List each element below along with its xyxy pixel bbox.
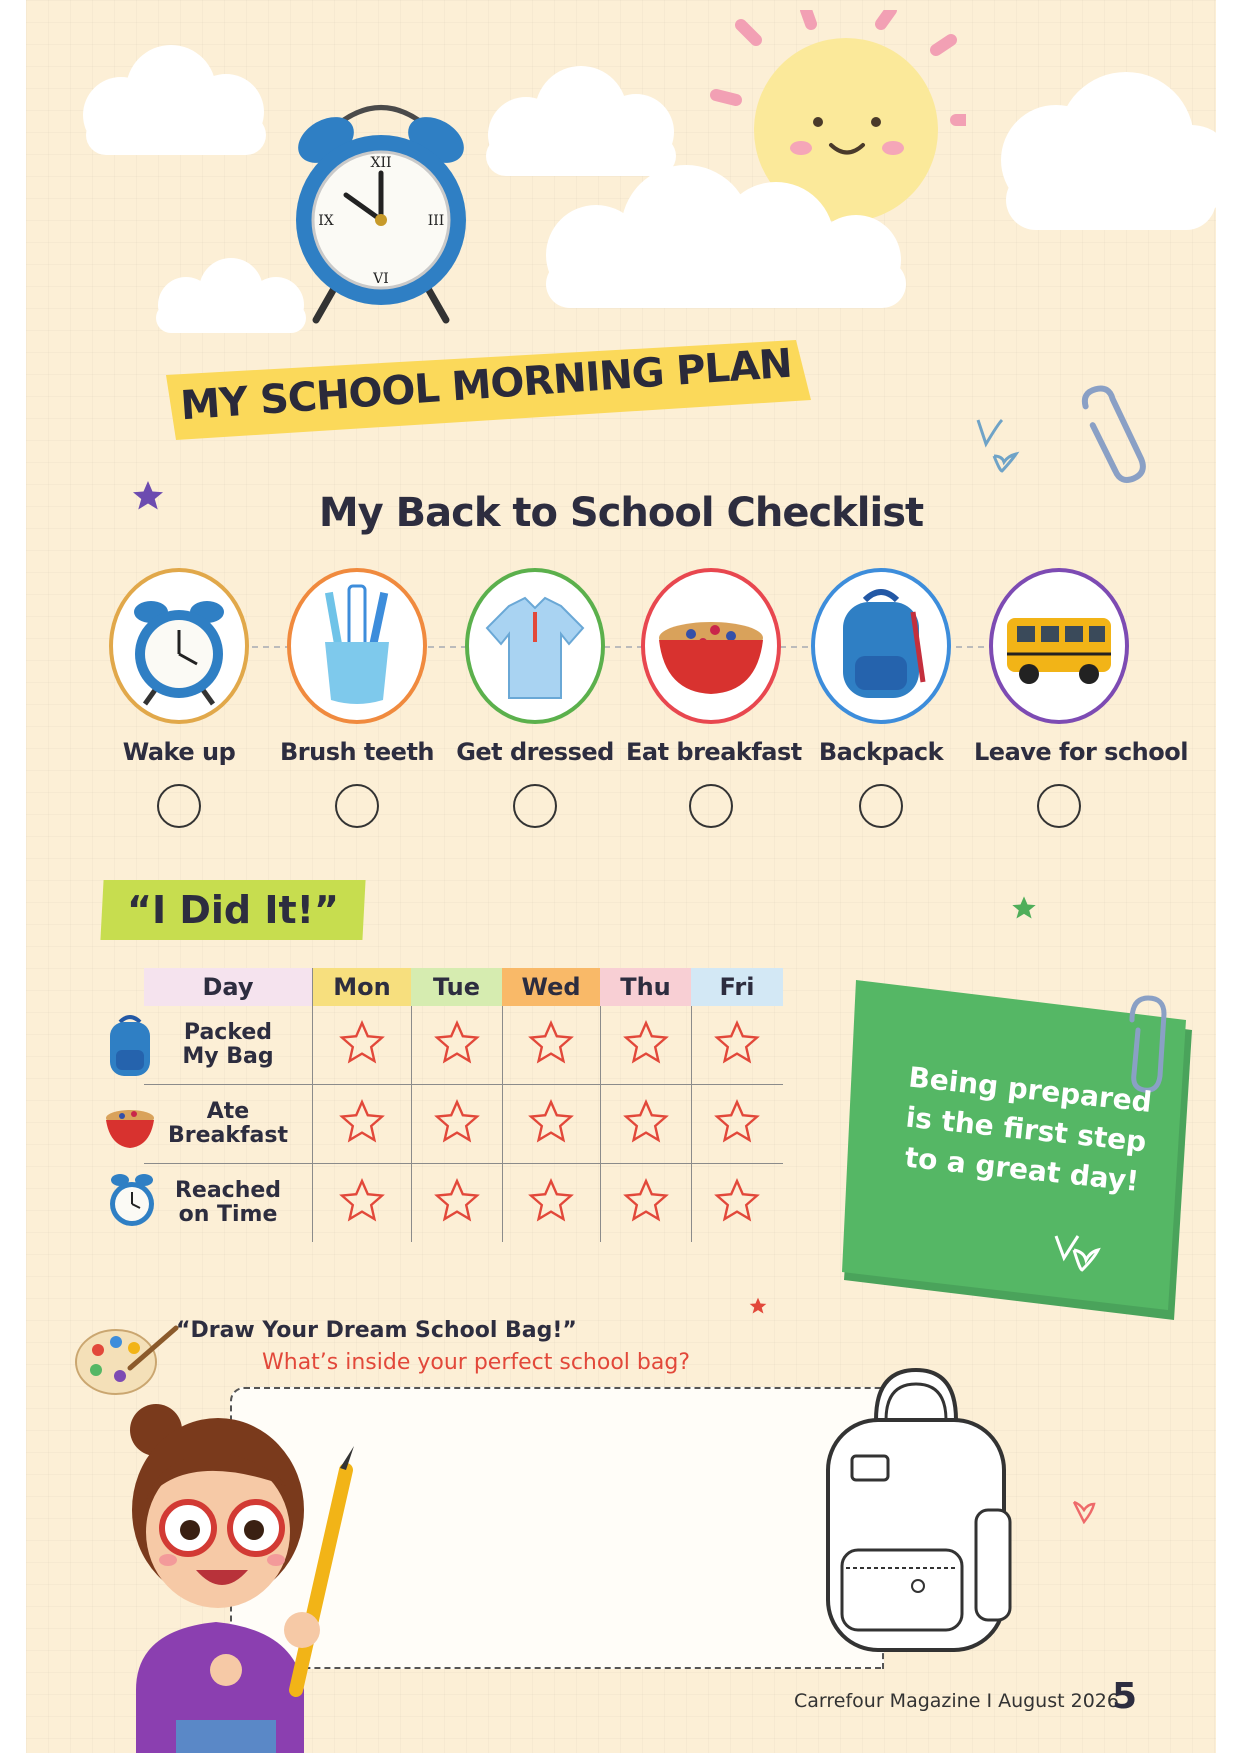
shirt-icon	[465, 568, 605, 724]
checkbox-get-dressed[interactable]	[513, 784, 557, 828]
alarm-clock-icon	[109, 568, 249, 724]
row-label: Packed My Bag	[144, 1006, 313, 1085]
star-icon[interactable]	[527, 1098, 575, 1146]
checkbox-leave-for-school[interactable]	[1037, 784, 1081, 828]
cloud-decoration	[66, 40, 286, 160]
alarm-clock-icon	[286, 95, 476, 335]
draw-section-title: “Draw Your Dream School Bag!”	[176, 1318, 577, 1343]
checklist-step-label: Get dressed	[456, 738, 614, 766]
star-icon[interactable]	[338, 1019, 386, 1067]
day-wed: Wed	[502, 968, 600, 1006]
cereal-bowl-icon	[641, 568, 781, 724]
school-bus-icon	[989, 568, 1129, 724]
checkbox-brush-teeth[interactable]	[335, 784, 379, 828]
day-fri: Fri	[691, 968, 783, 1006]
svg-text:XII: XII	[370, 155, 392, 171]
cloud-decoration	[516, 160, 936, 310]
checklist-step-label: Eat breakfast	[626, 738, 802, 766]
star-icon[interactable]	[433, 1019, 481, 1067]
svg-text:VI: VI	[373, 271, 389, 287]
heart-decoration-icon	[1070, 1498, 1098, 1524]
checklist-step-leave-for-school	[974, 568, 1188, 828]
checklist-step-label: Brush teeth	[279, 738, 435, 766]
paint-palette-icon	[72, 1318, 182, 1398]
star-icon[interactable]	[622, 1019, 670, 1067]
cloud-decoration	[986, 60, 1216, 250]
star-icon[interactable]	[622, 1098, 670, 1146]
sticky-note-message: Being prepared is the first step to a great day!	[903, 1060, 1154, 1198]
hearts-decoration-icon	[972, 416, 1022, 476]
star-icon[interactable]	[527, 1177, 575, 1225]
tracker-row-packed-my-bag	[144, 1006, 783, 1085]
backpack-icon	[811, 568, 951, 724]
star-icon[interactable]	[622, 1177, 670, 1225]
tracker-title: “I Did It!”	[127, 888, 339, 932]
toothbrush-cup-icon	[287, 568, 427, 724]
star-decoration-icon	[1010, 894, 1038, 922]
day-tue: Tue	[411, 968, 502, 1006]
footer-publication: Carrefour Magazine I August 2026	[794, 1690, 1119, 1712]
star-icon[interactable]	[527, 1019, 575, 1067]
tracker-header-row	[144, 968, 783, 1006]
backpack-outline-icon	[806, 1360, 1026, 1660]
page-title: MY SCHOOL MORNING PLAN	[179, 340, 793, 430]
svg-text:III: III	[427, 213, 445, 229]
checkbox-wake-up[interactable]	[157, 784, 201, 828]
checkbox-eat-breakfast[interactable]	[689, 784, 733, 828]
checklist-step-brush-teeth	[272, 568, 442, 828]
star-icon[interactable]	[713, 1098, 761, 1146]
day-thu: Thu	[600, 968, 691, 1006]
girl-with-pencil-illustration	[96, 1390, 386, 1753]
star-icon[interactable]	[338, 1177, 386, 1225]
checklist-step-backpack	[796, 568, 966, 828]
star-decoration-icon	[748, 1296, 768, 1316]
checklist-step-label: Backpack	[818, 738, 944, 766]
page-number: 5	[1112, 1676, 1138, 1717]
checklist-step-label: Leave for school	[974, 738, 1188, 766]
paperclip-icon	[1074, 380, 1154, 490]
svg-text:IX: IX	[318, 213, 334, 229]
star-icon[interactable]	[433, 1177, 481, 1225]
day-header: Day	[144, 968, 313, 1006]
tracker-row-reached-on-time	[144, 1164, 783, 1243]
star-icon[interactable]	[433, 1098, 481, 1146]
draw-section-subtitle: What’s inside your perfect school bag?	[262, 1350, 690, 1375]
row-label: Ate Breakfast	[144, 1085, 313, 1164]
i-did-it-tracker	[144, 968, 783, 1242]
magazine-page	[26, 0, 1216, 1753]
star-icon[interactable]	[713, 1177, 761, 1225]
star-icon[interactable]	[338, 1098, 386, 1146]
checklist-step-eat-breakfast	[626, 568, 802, 828]
checklist-step-get-dressed	[450, 568, 620, 828]
checkbox-backpack[interactable]	[859, 784, 903, 828]
checklist-title: My Back to School Checklist	[318, 490, 924, 536]
checklist-step-label: Wake up	[122, 738, 236, 766]
row-label: Reached on Time	[144, 1164, 313, 1243]
checklist-step-wake-up	[94, 568, 264, 828]
tracker-row-ate-breakfast	[144, 1085, 783, 1164]
day-mon: Mon	[313, 968, 412, 1006]
star-icon[interactable]	[713, 1019, 761, 1067]
